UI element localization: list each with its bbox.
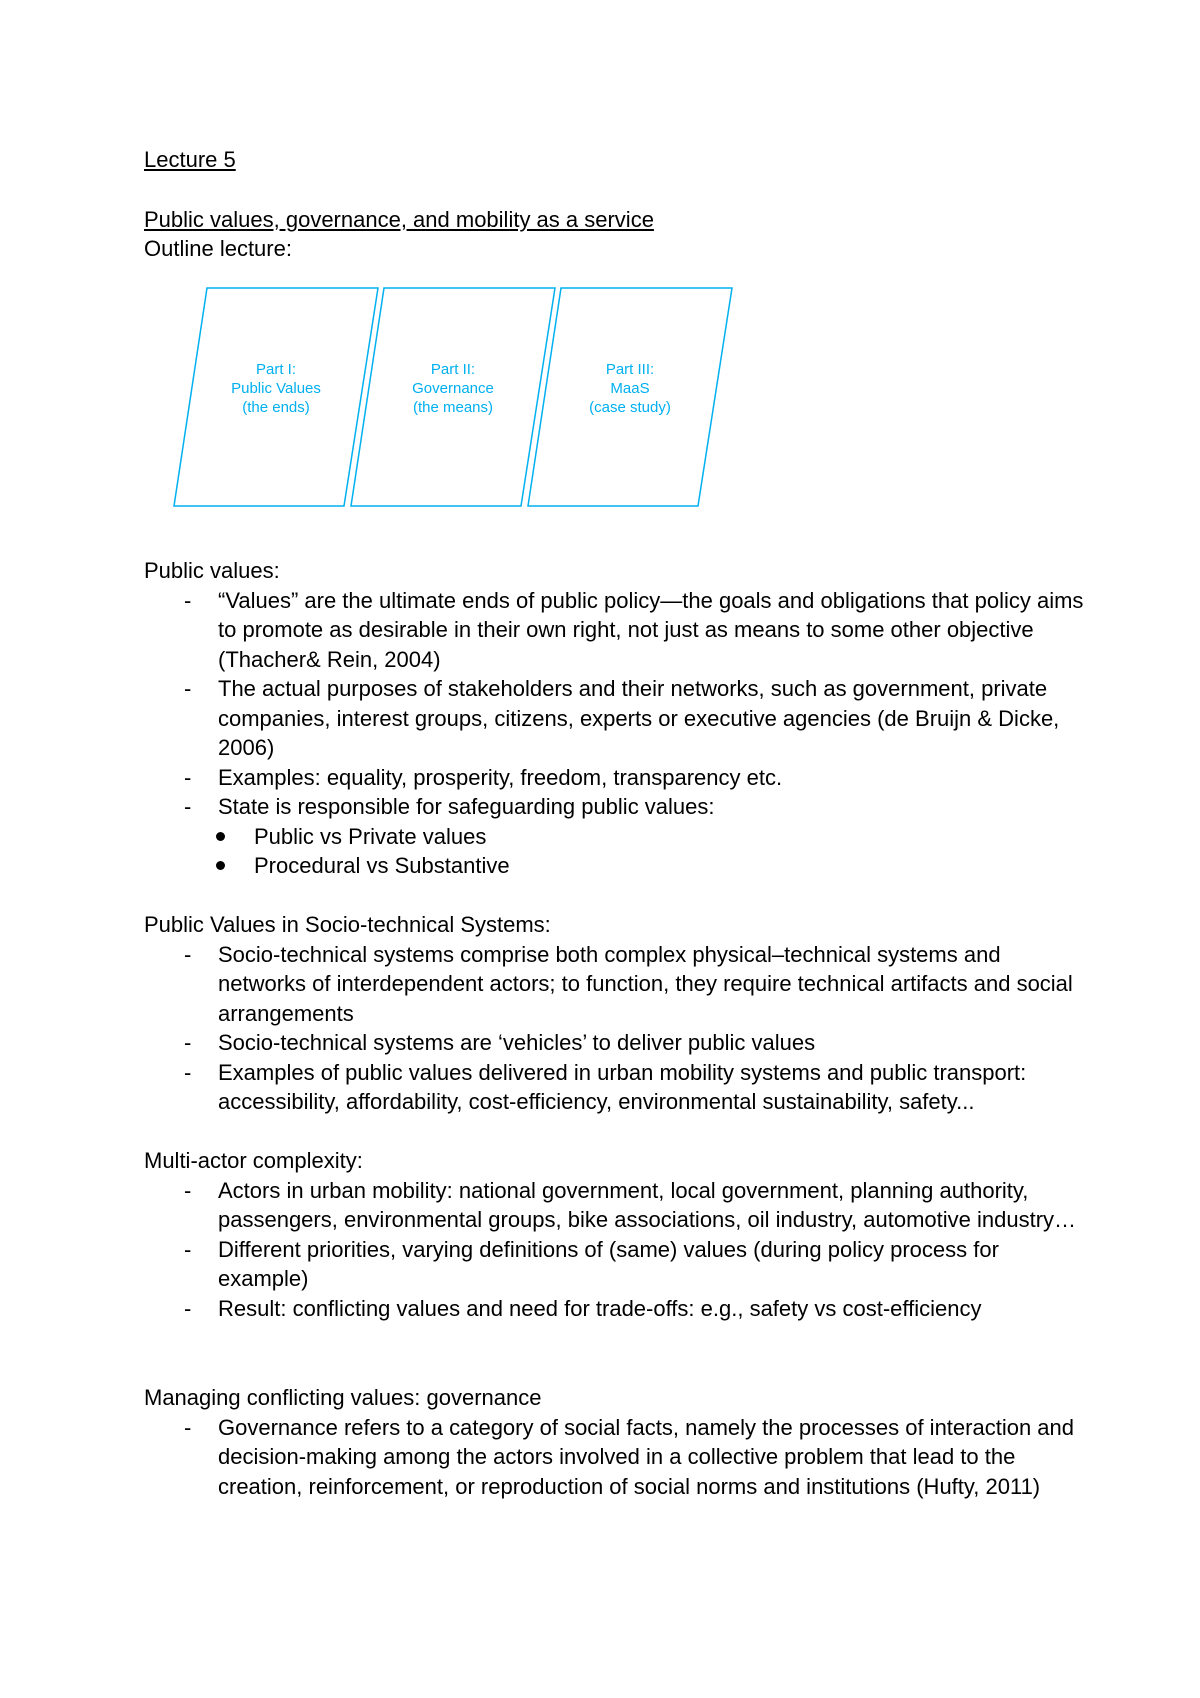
section-heading: Managing conflicting values: governance <box>144 1385 542 1410</box>
list-item <box>144 1413 1084 1502</box>
section-heading: Multi-actor complexity: <box>144 1148 363 1173</box>
list-item <box>144 792 1084 822</box>
section-public-values <box>144 556 1084 881</box>
list-item-text: Governance refers to a category of social facts, namely the processes of interaction and decision-making among the actors involved in a collective problem that lead to the creation, reinforcement, or reproduction of social norms and institutions (Hufty, 2011) <box>218 1414 1075 1499</box>
list-item-text: The actual purposes of stakeholders and their networks, such as government, private companies, interest groups, citizens, experts or executive agencies (de Bruijn & Dicke, 2006) <box>218 676 1060 760</box>
part-1-line-2: Public Values <box>231 380 321 397</box>
list-item <box>144 586 1084 675</box>
dash-mark: - <box>184 794 192 819</box>
sub-list-item-text: Public vs Private values <box>254 823 487 849</box>
part-1-line-3: (the ends) <box>242 399 310 416</box>
outline-diagram <box>170 282 740 512</box>
bullet-icon <box>216 861 225 870</box>
list-item <box>144 1028 1084 1058</box>
list-item-text: Examples: equality, prosperity, freedom, transparency etc. <box>218 764 783 790</box>
diagram-part-3 <box>528 288 732 506</box>
list-item <box>144 674 1084 763</box>
list-item-text: Result: conflicting values and need for trade-offs: e.g., safety vs cost-efficiency <box>218 1295 982 1321</box>
dash-mark: - <box>184 1295 192 1321</box>
list-item <box>144 1058 1084 1117</box>
sub-list-item <box>144 822 1084 852</box>
dash-mark: - <box>184 1030 192 1055</box>
dash-mark: - <box>184 1177 192 1203</box>
dash-mark: - <box>184 941 192 967</box>
part-2-line-2: Governance <box>412 380 494 397</box>
list-item-text: Actors in urban mobility: national government, local government, planning authority, passengers, environmental groups, bike associations, oil industry, automotive industry… <box>218 1177 1077 1232</box>
section-heading: Public values: <box>144 558 280 583</box>
dash-mark: - <box>184 676 192 701</box>
list-item-text: Different priorities, varying definitions of (same) values (during policy process for example) <box>218 1236 999 1291</box>
dash-mark: - <box>184 1236 192 1262</box>
sub-list-item-text: Procedural vs Substantive <box>254 853 510 878</box>
section-socio-technical <box>144 910 1084 1117</box>
part-3-line-1: Part III: <box>605 361 655 378</box>
list-item <box>144 1235 1084 1294</box>
list-item-text: Examples of public values delivered in urban mobility systems and public transport: accessibility, affordability, cost-efficiency, environmental sustainability, safety... <box>218 1059 1027 1114</box>
dash-mark: - <box>184 1059 192 1085</box>
list-item-text: State is responsible for safeguarding public values: <box>218 794 715 819</box>
document-subtitle: Public values, governance, and mobility as a service <box>144 207 654 232</box>
part-2-line-3: (the means) <box>412 399 494 416</box>
diagram-part-2 <box>351 288 555 506</box>
diagram-part-1 <box>174 288 378 506</box>
sub-list-item <box>144 851 1084 881</box>
part-3-line-2: MaaS <box>610 380 650 397</box>
list-item <box>144 763 1084 793</box>
list-item <box>144 940 1084 1029</box>
dash-mark: - <box>184 1414 192 1440</box>
list-item-text: “Values” are the ultimate ends of public policy—the goals and obligations that policy aims to promote as desirable in their own right, not just as means to some other objective (Thacher& Rein, 2004) <box>218 587 1084 672</box>
section-governance <box>144 1383 1084 1501</box>
part-1-line-1: Part I: <box>255 361 297 378</box>
dash-mark: - <box>184 764 192 790</box>
dash-mark: - <box>184 587 192 613</box>
list-item-text: Socio-technical systems are ‘vehicles’ to deliver public values <box>218 1030 816 1055</box>
part-2-line-1: Part II: <box>430 361 476 378</box>
bullet-icon <box>216 832 225 841</box>
section-multi-actor <box>144 1146 1084 1323</box>
outline-label: Outline lecture: <box>144 236 292 261</box>
section-heading: Public Values in Socio-technical Systems: <box>144 912 551 937</box>
part-3-line-3: (case study) <box>589 399 671 416</box>
list-item <box>144 1294 1084 1324</box>
document-title: Lecture 5 <box>144 147 236 172</box>
list-item <box>144 1176 1084 1235</box>
list-item-text: Socio-technical systems comprise both complex physical–technical systems and networks of interdependent actors; to function, they require technical artifacts and social arrangements <box>218 941 1073 1026</box>
